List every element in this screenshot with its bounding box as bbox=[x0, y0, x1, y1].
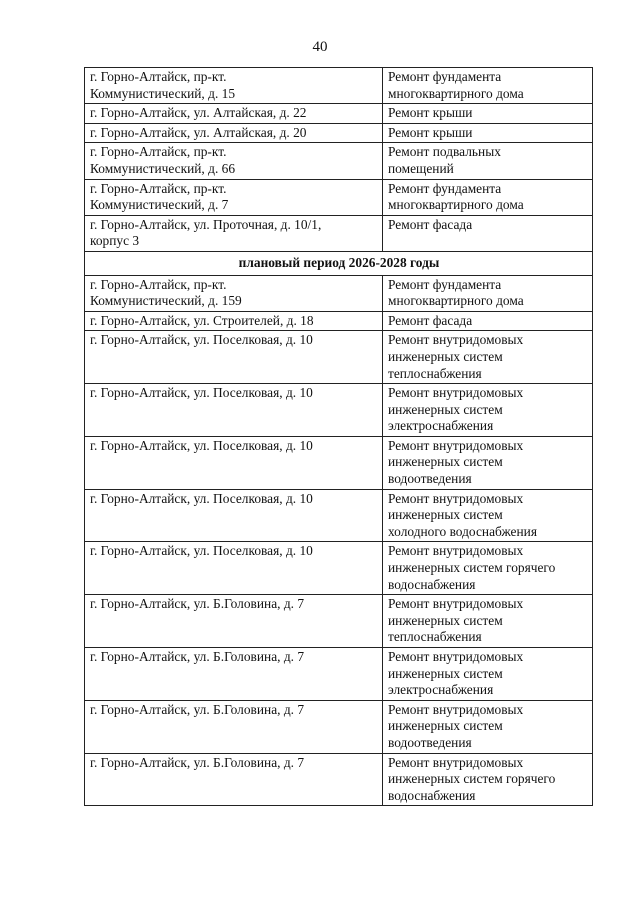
address-cell bbox=[85, 179, 383, 215]
table-row bbox=[85, 68, 593, 104]
work-type-line: Ремонт крыши bbox=[388, 124, 473, 140]
work-type-cell bbox=[383, 595, 593, 648]
work-type-line: водоснабжения bbox=[388, 576, 476, 592]
address-line: г. Горно-Алтайск, ул. Алтайская, д. 20 bbox=[90, 124, 307, 140]
work-type-line: Ремонт фундамента bbox=[388, 180, 502, 196]
page-number: 40 bbox=[312, 39, 328, 55]
address-line: г. Горно-Алтайск, ул. Б.Головина, д. 7 bbox=[90, 596, 305, 612]
address-line: г. Горно-Алтайск, пр-кт. bbox=[90, 144, 227, 160]
address-cell bbox=[85, 104, 383, 124]
work-type-line: инженерных систем bbox=[388, 507, 503, 523]
address-cell bbox=[85, 384, 383, 437]
work-type-cell bbox=[383, 311, 593, 331]
work-type-cell bbox=[383, 179, 593, 215]
table-row bbox=[85, 753, 593, 806]
address-line: г. Горно-Алтайск, ул. Строителей, д. 18 bbox=[90, 312, 314, 328]
work-type-line: Ремонт фундамента bbox=[388, 276, 502, 292]
table-row bbox=[85, 311, 593, 331]
work-type-cell bbox=[383, 331, 593, 384]
address-line: г. Горно-Алтайск, пр-кт. bbox=[90, 180, 227, 196]
work-type-cell bbox=[383, 215, 593, 251]
address-cell bbox=[85, 436, 383, 489]
work-type-line: инженерных систем bbox=[388, 454, 503, 470]
repair-schedule-body bbox=[85, 68, 593, 806]
work-type-cell bbox=[383, 489, 593, 542]
address-line: г. Горно-Алтайск, ул. Б.Головина, д. 7 bbox=[90, 754, 305, 770]
work-type-line: Ремонт крыши bbox=[388, 105, 473, 121]
work-type-line: многоквартирного дома bbox=[388, 293, 524, 309]
work-type-line: многоквартирного дома bbox=[388, 197, 524, 213]
address-cell bbox=[85, 753, 383, 806]
address-line: г. Горно-Алтайск, ул. Поселковая, д. 10 bbox=[90, 543, 313, 559]
work-type-line: инженерных систем горячего bbox=[388, 560, 556, 576]
work-type-line: Ремонт внутридомовых bbox=[388, 332, 524, 348]
work-type-line: теплоснабжения bbox=[388, 365, 482, 381]
address-cell bbox=[85, 215, 383, 251]
work-type-line: Ремонт внутридомовых bbox=[388, 649, 524, 664]
address-line: Коммунистический, д. 159 bbox=[90, 293, 242, 309]
address-cell bbox=[85, 542, 383, 595]
table-row bbox=[85, 104, 593, 124]
work-type-line: теплоснабжения bbox=[388, 629, 482, 645]
work-type-line: Ремонт фундамента bbox=[388, 69, 502, 84]
table-row bbox=[85, 215, 593, 251]
work-type-line: Ремонт внутридомовых bbox=[388, 543, 524, 559]
work-type-cell bbox=[383, 275, 593, 311]
work-type-line: Ремонт подвальных bbox=[388, 144, 501, 160]
work-type-cell bbox=[383, 143, 593, 179]
work-type-cell bbox=[383, 648, 593, 701]
repair-schedule-table bbox=[84, 67, 593, 806]
table-row bbox=[85, 384, 593, 437]
work-type-line: многоквартирного дома bbox=[388, 85, 524, 101]
address-cell bbox=[85, 68, 383, 104]
work-type-line: водоснабжения bbox=[388, 787, 476, 803]
address-line: г. Горно-Алтайск, ул. Поселковая, д. 10 bbox=[90, 437, 313, 453]
table-row bbox=[85, 436, 593, 489]
work-type-line: электроснабжения bbox=[388, 418, 494, 434]
address-cell bbox=[85, 275, 383, 311]
work-type-line: Ремонт фасада bbox=[388, 216, 473, 232]
address-line: Коммунистический, д. 15 bbox=[90, 85, 236, 101]
address-line: г. Горно-Алтайск, пр-кт. bbox=[90, 276, 227, 292]
work-type-line: холодного водоснабжения bbox=[388, 523, 537, 539]
period-heading: плановый период 2026-2028 годы bbox=[85, 251, 593, 275]
work-type-cell bbox=[383, 542, 593, 595]
address-line: г. Горно-Алтайск, ул. Б.Головина, д. 7 bbox=[90, 701, 305, 717]
address-line: г. Горно-Алтайск, ул. Проточная, д. 10/1, bbox=[90, 216, 322, 232]
work-type-line: помещений bbox=[388, 160, 454, 176]
work-type-cell bbox=[383, 123, 593, 143]
address-cell bbox=[85, 595, 383, 648]
work-type-cell bbox=[383, 384, 593, 437]
work-type-cell bbox=[383, 753, 593, 806]
address-cell bbox=[85, 700, 383, 753]
work-type-line: инженерных систем bbox=[388, 348, 503, 364]
address-cell bbox=[85, 143, 383, 179]
address-line: Коммунистический, д. 66 bbox=[90, 160, 236, 176]
work-type-line: инженерных систем bbox=[388, 718, 503, 734]
table-row bbox=[85, 143, 593, 179]
work-type-cell bbox=[383, 68, 593, 104]
work-type-line: инженерных систем bbox=[388, 612, 503, 628]
table-row bbox=[85, 275, 593, 311]
work-type-line: Ремонт внутридомовых bbox=[388, 754, 524, 770]
work-type-cell bbox=[383, 104, 593, 124]
table-row bbox=[85, 700, 593, 753]
address-line: г. Горно-Алтайск, ул. Алтайская, д. 22 bbox=[90, 105, 307, 121]
table-row bbox=[85, 489, 593, 542]
table-row bbox=[85, 179, 593, 215]
work-type-line: инженерных систем горячего bbox=[388, 771, 556, 787]
work-type-cell bbox=[383, 436, 593, 489]
table-row bbox=[85, 542, 593, 595]
address-line: г. Горно-Алтайск, ул. Поселковая, д. 10 bbox=[90, 490, 313, 506]
table-row bbox=[85, 595, 593, 648]
work-type-line: Ремонт внутридомовых bbox=[388, 701, 524, 717]
address-line: г. Горно-Алтайск, пр-кт. bbox=[90, 69, 227, 84]
work-type-line: Ремонт внутридомовых bbox=[388, 596, 524, 612]
work-type-line: инженерных систем bbox=[388, 401, 503, 417]
address-cell bbox=[85, 489, 383, 542]
work-type-cell bbox=[383, 700, 593, 753]
work-type-line: водоотведения bbox=[388, 471, 472, 487]
address-cell bbox=[85, 331, 383, 384]
table-row bbox=[85, 331, 593, 384]
address-line: г. Горно-Алтайск, ул. Б.Головина, д. 7 bbox=[90, 649, 305, 664]
work-type-line: водоотведения bbox=[388, 734, 472, 750]
work-type-line: Ремонт внутридомовых bbox=[388, 437, 524, 453]
address-cell bbox=[85, 311, 383, 331]
address-cell bbox=[85, 123, 383, 143]
work-type-line: инженерных систем bbox=[388, 665, 503, 681]
work-type-line: Ремонт внутридомовых bbox=[388, 490, 524, 506]
address-line: корпус 3 bbox=[90, 233, 140, 249]
work-type-line: Ремонт внутридомовых bbox=[388, 385, 524, 401]
work-type-line: Ремонт фасада bbox=[388, 312, 473, 328]
table-row bbox=[85, 123, 593, 143]
table-row bbox=[85, 648, 593, 701]
work-type-line: электроснабжения bbox=[388, 682, 494, 698]
address-line: г. Горно-Алтайск, ул. Поселковая, д. 10 bbox=[90, 385, 313, 401]
address-cell bbox=[85, 648, 383, 701]
period-header-row bbox=[85, 251, 593, 275]
address-line: г. Горно-Алтайск, ул. Поселковая, д. 10 bbox=[90, 332, 313, 348]
address-line: Коммунистический, д. 7 bbox=[90, 197, 229, 213]
